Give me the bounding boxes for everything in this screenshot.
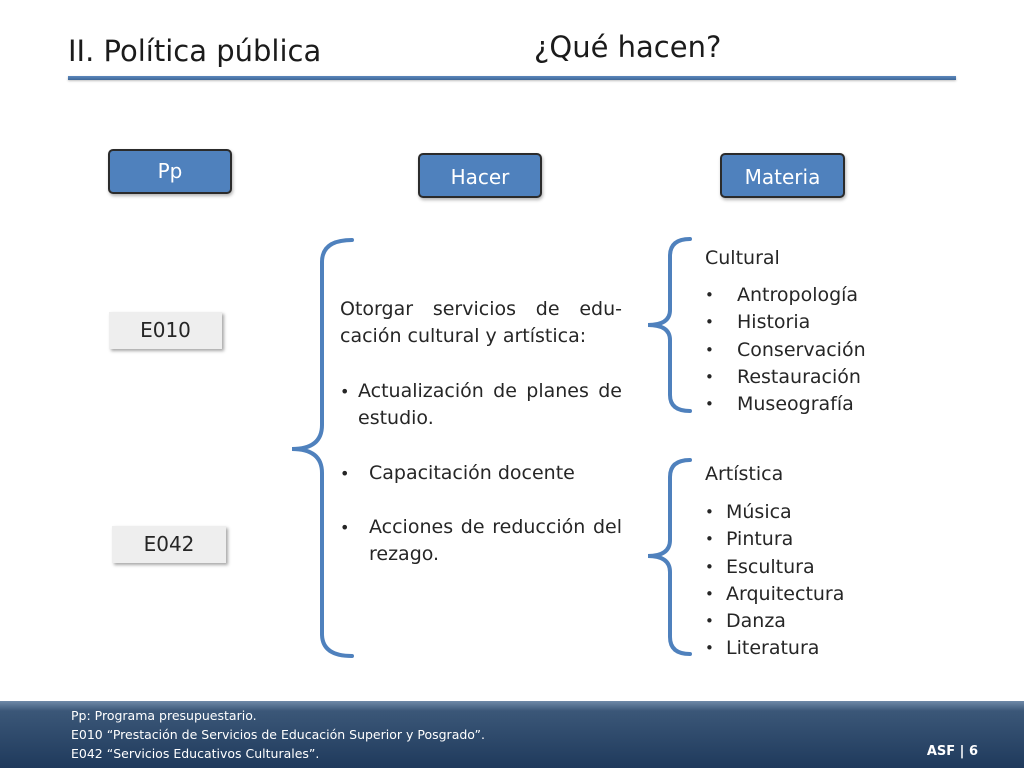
page-indicator (927, 744, 978, 759)
hacer-list-item (340, 378, 622, 432)
cultural-group-title: Cultural (705, 247, 780, 269)
bullet-icon: • (705, 395, 714, 414)
hacer-intro-text: Otorgar servicios de edu-cación cultural y artística: (340, 298, 622, 347)
cultural-item-label: Restauración (737, 365, 861, 388)
org-label: ASF (926, 744, 956, 759)
artistica-item-label: Literatura (726, 637, 820, 660)
cultural-item-label: Historia (737, 311, 811, 334)
hacer-item-label: Acciones de reducción del rezago. (369, 516, 622, 565)
artistica-list-item (705, 554, 844, 581)
artistica-item-label: Escultura (726, 555, 815, 578)
cultural-list-item (705, 391, 866, 418)
slide-title: II. Política pública (68, 34, 322, 68)
bullet-icon: • (705, 530, 714, 549)
footer-note: Pp: Programa presupuestario. (71, 708, 257, 723)
hacer-list-item (340, 514, 622, 568)
artistica-list-item (705, 635, 844, 662)
artistica-item-label: Danza (726, 610, 786, 633)
artistica-group-title: Artística (705, 463, 784, 485)
cultural-list-item (705, 282, 866, 309)
artistica-list (705, 499, 844, 663)
cultural-list-item (705, 364, 866, 391)
cultural-list-item (705, 337, 866, 364)
artistica-list-item (705, 608, 844, 635)
cultural-item-label: Museografía (737, 393, 854, 416)
footer-note: E042 “Servicios Educativos Culturales”. (71, 746, 320, 761)
artistica-item-label: Pintura (726, 528, 794, 551)
footer-note: E010 “Prestación de Servicios de Educación Superior y Posgrado”. (71, 727, 485, 742)
cultural-item-label: Conservación (737, 338, 866, 361)
page-separator: | (959, 744, 965, 759)
bullet-icon: • (340, 464, 350, 483)
program-e010-box: E010 (109, 312, 222, 349)
artistica-item-label: Arquitectura (726, 582, 845, 605)
artistica-item-label: Música (726, 501, 792, 523)
materia-header-box: Materia (720, 153, 845, 198)
page-number: 6 (968, 744, 978, 759)
artistica-brace (648, 460, 690, 654)
slide-question: ¿Qué hacen? (534, 30, 722, 64)
bullet-icon: • (705, 557, 714, 576)
footer-notes (71, 706, 485, 763)
artistica-list-item (705, 581, 844, 608)
artistica-list-item (705, 499, 844, 526)
cultural-list (705, 282, 866, 418)
cultural-list-item (705, 309, 866, 336)
cultural-item-label: Antropología (737, 284, 859, 306)
bullet-icon: • (705, 367, 714, 386)
bullet-icon: • (340, 518, 350, 537)
bullet-icon: • (340, 382, 350, 401)
bullet-icon: • (705, 286, 714, 304)
bullet-icon: • (705, 639, 714, 658)
hacer-list-item (340, 460, 622, 487)
bullet-icon: • (705, 584, 714, 603)
cultural-brace (648, 239, 690, 411)
bullet-icon: • (705, 503, 714, 521)
program-e042-box: E042 (112, 526, 226, 563)
pp-header-box: Pp (108, 149, 232, 194)
bullet-icon: • (705, 313, 714, 332)
bullet-icon: • (705, 340, 714, 359)
bullet-icon: • (705, 612, 714, 631)
hacer-item-label: Capacitación docente (369, 462, 575, 484)
artistica-list-item (705, 526, 844, 553)
hacer-item-label: Actualización de planes de estudio. (358, 380, 622, 429)
hacer-header-box: Hacer (418, 153, 542, 198)
